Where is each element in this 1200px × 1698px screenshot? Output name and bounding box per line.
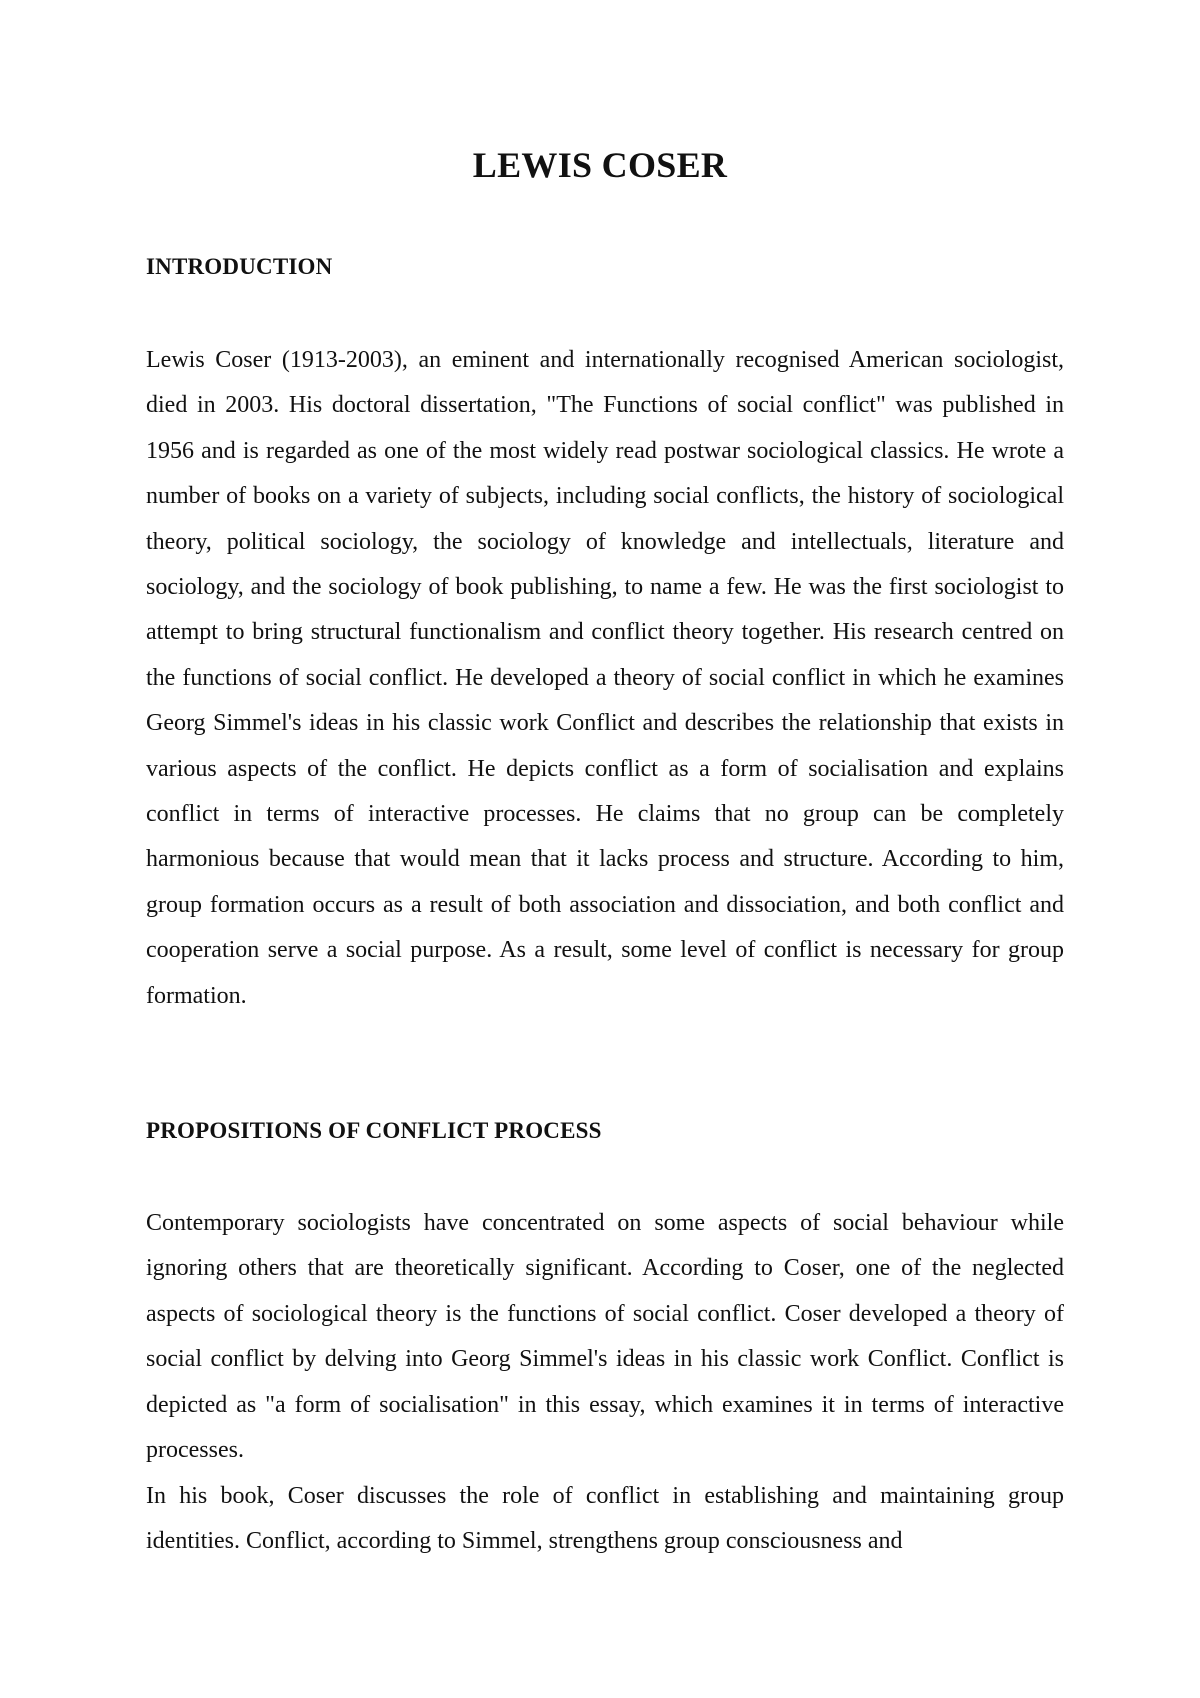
introduction-paragraph: Lewis Coser (1913-2003), an eminent and internationally recognised American sociologist, died in 2003. His doctoral dissertation, "The Functions of social conflict" was published in 1956 and is regarded as one of the most widely read postwar sociological classics. He wrote a number of books on a variety of subjects, including social conflicts, the history of sociological theory, political sociology, the sociology of knowledge and intellectuals, literature and sociology, and the sociology of book publishing, to name a few. He was the first sociologist to attempt to bring structural functionalism and conflict theory together. His research centred on the functions of social conflict. He developed a theory of social conflict in which he examines Georg Simmel's ideas in his classic work Conflict and describes the relationship that exists in various aspects of the conflict. He depicts conflict as a form of socialisation and explains conflict in terms of interactive processes. He claims that no group can be completely harmonious because that would mean that it lacks process and structure. According to him, group formation occurs as a result of both association and dissociation, and both conflict and cooperation serve a social purpose. As a result, some level of conflict is necessary for group formation. xyxy=(146,347,1064,1009)
section-heading-propositions: PROPOSITIONS OF CONFLICT PROCESS xyxy=(146,1118,602,1143)
propositions-paragraph-1: Contemporary sociologists have concentrated on some aspects of social behaviour while ignoring others that are theoretically significant. According to Coser, one of the neglected aspects of sociological theory is the functions of social conflict. Coser developed a theory of social conflict by delving into Georg Simmel's ideas in his classic work Conflict. Conflict is depicted as "a form of socialisation" in this essay, which examines it in terms of interactive processes. xyxy=(146,1210,1064,1464)
section-heading-introduction: INTRODUCTION xyxy=(146,254,333,279)
propositions-paragraph-2: In his book, Coser discusses the role of conflict in establishing and maintaining group identities. Conflict, according to Simmel, strengthens group consciousness and xyxy=(146,1483,1064,1555)
page-title: LEWIS COSER xyxy=(472,145,728,185)
